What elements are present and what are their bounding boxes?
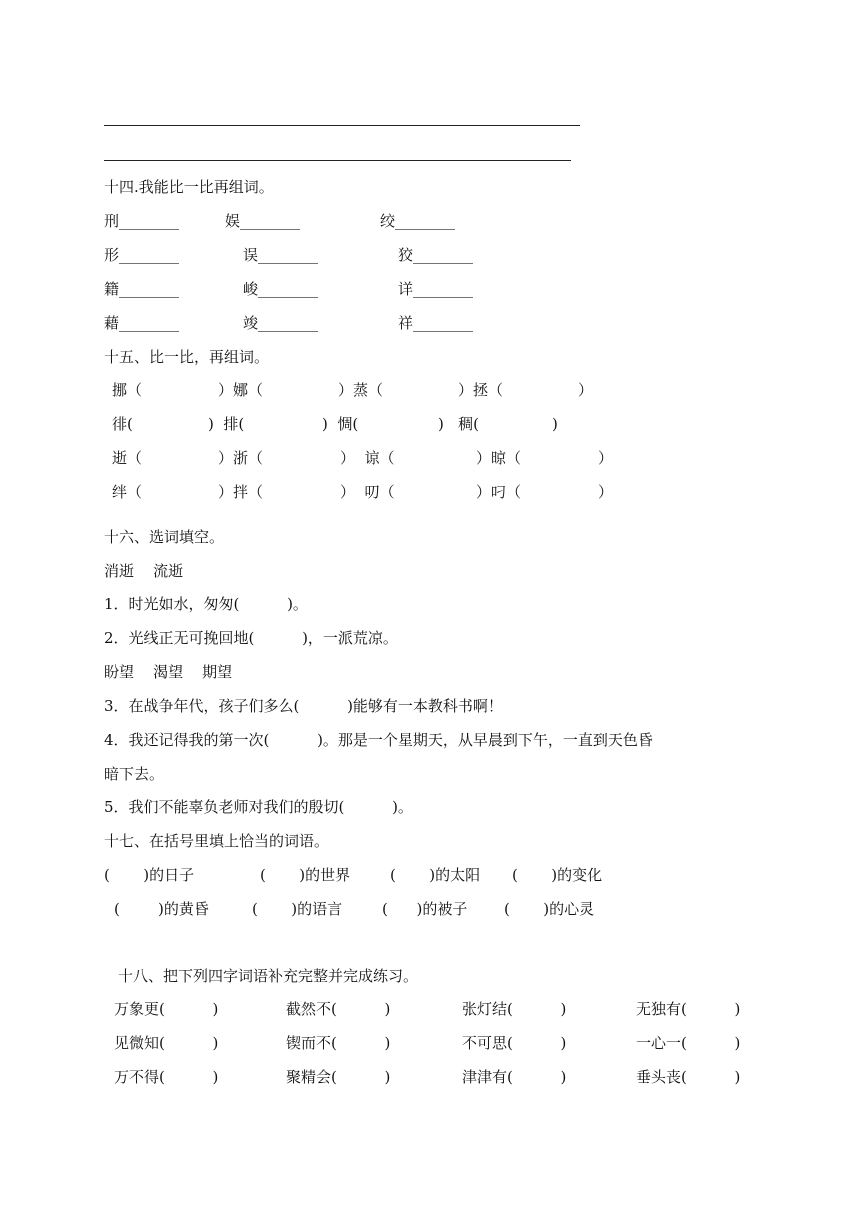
phrase-blank[interactable]: ( )的黄昏	[114, 900, 209, 918]
question-4-continued: 暗下去。	[104, 765, 165, 783]
word-blank[interactable]: 祥________	[398, 314, 474, 332]
compare-cell[interactable]: ） 谅（	[340, 449, 395, 467]
question-1[interactable]: 1．时光如水，匆匆( )。	[104, 595, 308, 613]
idiom-blank[interactable]: 不可思( )	[462, 1034, 567, 1052]
compare-cell[interactable]: ) 排(	[208, 415, 245, 433]
idiom-blank[interactable]: 无独有( )	[636, 1000, 741, 1018]
compare-cell[interactable]: ) 稠(	[438, 415, 480, 433]
word-choice-group: 盼望 渴望 期望	[104, 663, 233, 681]
phrase-blank[interactable]: ( )的太阳	[390, 866, 481, 884]
idiom-blank[interactable]: 锲而不( )	[286, 1034, 391, 1052]
question-4[interactable]: 4．我还记得我的第一次( )。那是一个星期天，从早晨到下午，一直到天色昏	[104, 731, 653, 749]
compare-cell[interactable]: ）拌（	[218, 483, 264, 501]
word-blank[interactable]: 籍________	[104, 280, 180, 298]
compare-cell[interactable]: ） 叨（	[340, 483, 395, 501]
word-blank[interactable]: 形________	[104, 246, 180, 264]
phrase-blank[interactable]: ( )的变化	[512, 866, 603, 884]
word-blank[interactable]: 娱________	[225, 212, 301, 230]
compare-cell: 挪（	[112, 381, 143, 399]
phrase-blank[interactable]: ( )的日子	[104, 866, 195, 884]
idiom-blank[interactable]: 聚精会( )	[286, 1068, 391, 1086]
compare-cell: 逝（	[112, 449, 143, 467]
word-blank[interactable]: 竣________	[243, 314, 319, 332]
phrase-blank[interactable]: ( )的心灵	[504, 900, 595, 918]
word-blank[interactable]: 误________	[243, 246, 319, 264]
compare-cell: 绊（	[112, 483, 143, 501]
section-18-title: 十八、把下列四字词语补充完整并完成练习。	[118, 967, 419, 985]
compare-cell[interactable]: ）浙（	[218, 449, 264, 467]
idiom-blank[interactable]: 截然不( )	[286, 1000, 391, 1018]
compare-cell[interactable]: ）拯（	[458, 381, 504, 399]
compare-cell: 徘(	[112, 415, 133, 433]
word-blank[interactable]: 绞________	[380, 212, 456, 230]
compare-cell[interactable]: )	[552, 415, 558, 433]
section-15-title: 十五、比一比，再组词。	[104, 348, 270, 366]
phrase-blank[interactable]: ( )的语言	[252, 900, 343, 918]
answer-line	[104, 125, 580, 126]
compare-cell[interactable]: ）	[578, 381, 594, 399]
compare-cell[interactable]: ）	[598, 449, 614, 467]
compare-cell[interactable]: ）	[598, 483, 614, 501]
answer-line	[104, 160, 571, 161]
idiom-blank[interactable]: 张灯结( )	[462, 1000, 567, 1018]
word-blank[interactable]: 藉________	[104, 314, 180, 332]
word-blank[interactable]: 狡________	[398, 246, 474, 264]
question-5[interactable]: 5．我们不能辜负老师对我们的殷切( )。	[104, 798, 413, 816]
idiom-blank[interactable]: 见微知( )	[114, 1034, 219, 1052]
phrase-blank[interactable]: ( )的被子	[382, 900, 468, 918]
idiom-blank[interactable]: 津津有( )	[462, 1068, 567, 1086]
compare-cell[interactable]: ) 惆(	[322, 415, 359, 433]
word-blank[interactable]: 峻________	[243, 280, 319, 298]
idiom-blank[interactable]: 垂头丧( )	[636, 1068, 741, 1086]
word-choice-group: 消逝 流逝	[104, 562, 184, 580]
question-3[interactable]: 3．在战争年代，孩子们多么( )能够有一本教科书啊！	[104, 697, 503, 715]
idiom-blank[interactable]: 万不得( )	[114, 1068, 219, 1086]
compare-cell[interactable]: ）晾（	[476, 449, 522, 467]
section-14-title: 十四.我能比一比再组词。	[104, 178, 274, 196]
question-2[interactable]: 2．光线正无可挽回地( )，一派荒凉。	[104, 629, 398, 647]
compare-cell[interactable]: ）叼（	[476, 483, 522, 501]
idiom-blank[interactable]: 一心一( )	[636, 1034, 741, 1052]
word-blank[interactable]: 刑________	[104, 212, 180, 230]
word-blank[interactable]: 详________	[398, 280, 474, 298]
section-16-title: 十六、选词填空。	[104, 528, 225, 546]
compare-cell[interactable]: ）娜（	[218, 381, 264, 399]
idiom-blank[interactable]: 万象更( )	[114, 1000, 219, 1018]
phrase-blank[interactable]: ( )的世界	[260, 866, 351, 884]
compare-cell[interactable]: ）蒸（	[338, 381, 384, 399]
section-17-title: 十七、在括号里填上恰当的词语。	[104, 832, 330, 850]
